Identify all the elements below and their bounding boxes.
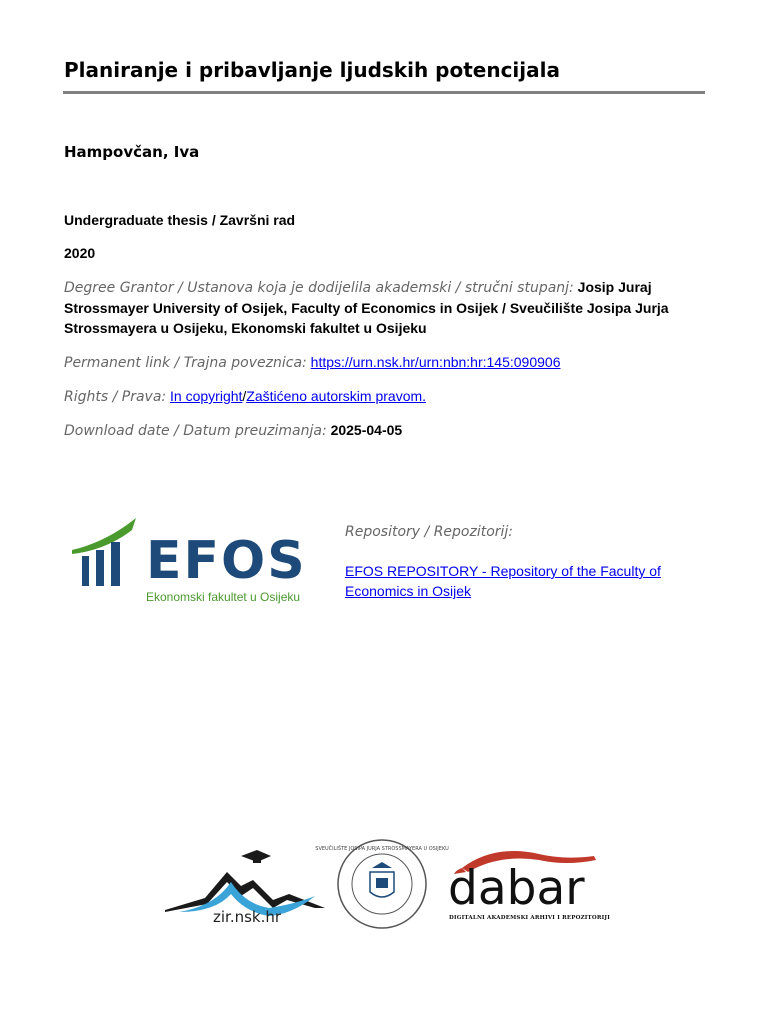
degree-grantor bbox=[64, 277, 714, 338]
rights-row bbox=[64, 386, 714, 407]
permanent-link[interactable]: https://urn.nsk.hr/urn:nbn:hr:145:090906 bbox=[310, 354, 561, 370]
repository-link[interactable]: EFOS REPOSITORY - Repository of the Faculty of Economics in Osijek bbox=[345, 563, 661, 599]
thesis-year: 2020 bbox=[64, 245, 96, 261]
dabar-logo-subtitle: DIGITALNI AKADEMSKI ARHIVI I REPOZITORIJI bbox=[449, 915, 610, 921]
dabar-logo-word: dabar bbox=[448, 861, 585, 916]
rights-link-in-copyright[interactable]: In copyright bbox=[170, 388, 243, 404]
degree-grantor-label: Degree Grantor / Ustanova koja je dodijelila akademski / stručni stupanj: bbox=[64, 280, 574, 296]
repository-link-wrap bbox=[345, 561, 665, 601]
rights-label: Rights / Prava: bbox=[64, 389, 167, 405]
efos-logo-word: EFOS bbox=[146, 531, 307, 591]
download-date-value: 2025-04-05 bbox=[330, 422, 403, 438]
permanent-link-label: Permanent link / Trajna poveznica: bbox=[64, 355, 307, 371]
download-date-label: Download date / Datum preuzimanja: bbox=[64, 423, 327, 439]
university-seal-icon bbox=[315, 838, 449, 930]
download-date-row bbox=[64, 420, 714, 441]
rights-link-zasticeno[interactable]: Zaštićeno autorskim pravom. bbox=[246, 388, 427, 404]
zir-logo-text: zir.nsk.hr bbox=[213, 908, 282, 926]
document-title: Planiranje i pribavljanje ljudskih potencijala bbox=[64, 58, 560, 82]
efos-logo-subtitle: Ekonomski fakultet u Osijeku bbox=[146, 590, 301, 604]
author-name: Hampovčan, Iva bbox=[64, 143, 200, 161]
degree-grantor-value: Josip Juraj Strossmayer University of Osijek, Faculty of Economics in Osijek / Sveučilište Josipa Jurja Strossmayera u Osijeku, Ekonomski fakultet u Osijeku bbox=[64, 279, 669, 336]
repository-label: Repository / Repozitorij: bbox=[345, 524, 514, 540]
seal-text: SVEUČILIŠTE JOSIPA JURJA STROSSMAYERA U OSIJEKU bbox=[315, 846, 449, 852]
title-divider bbox=[63, 91, 705, 94]
rights-separator: / bbox=[242, 388, 247, 404]
thesis-type: Undergraduate thesis / Završni rad bbox=[64, 212, 296, 228]
permanent-link-row bbox=[64, 352, 714, 373]
